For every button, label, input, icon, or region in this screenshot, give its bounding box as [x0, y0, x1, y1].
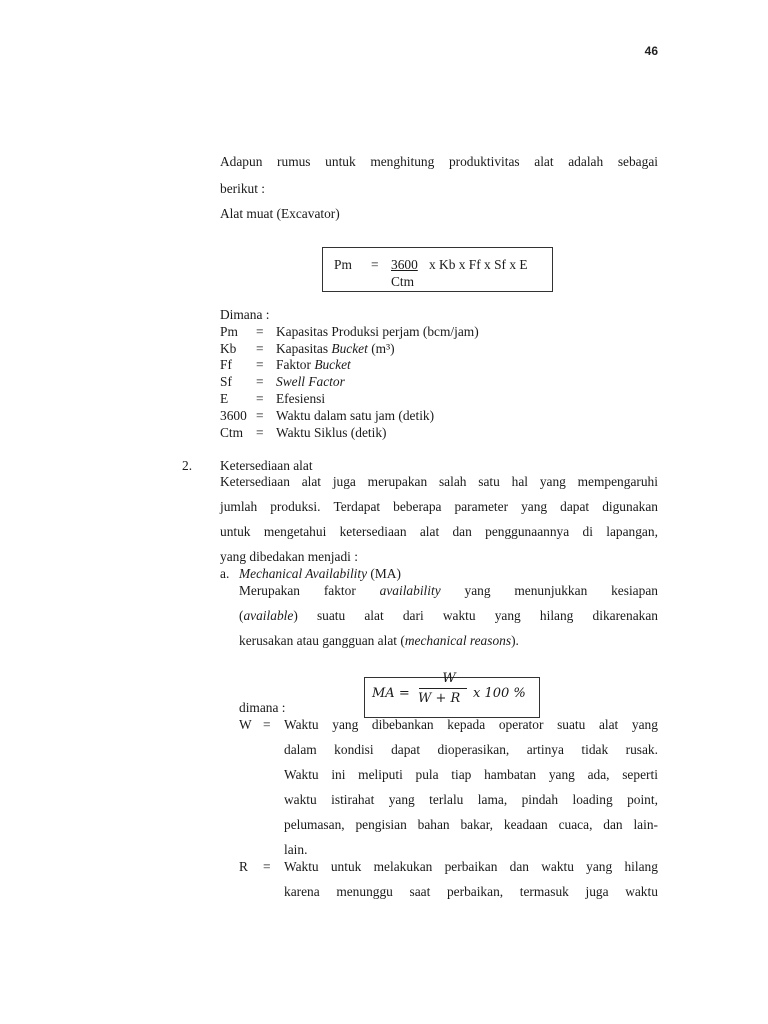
word: dapat — [391, 742, 421, 757]
word: faktor — [323, 583, 356, 598]
word: karena — [284, 884, 320, 899]
r-equals: = — [263, 859, 271, 874]
word: terlalu — [429, 792, 464, 807]
line3-italic: mechanical reasons — [404, 633, 512, 648]
word: seperti — [622, 767, 658, 782]
subsection-title — [239, 566, 401, 582]
word: lama, — [477, 792, 508, 807]
definition-row — [220, 374, 660, 390]
desc-post: (m³) — [367, 341, 395, 356]
subsection-marker: a. — [220, 566, 230, 581]
definition-description — [276, 408, 434, 424]
description-line — [284, 767, 658, 783]
word: loading — [572, 792, 613, 807]
desc-italic: Bucket — [331, 341, 368, 356]
word: (available) — [239, 608, 298, 623]
word: hilang — [539, 608, 574, 623]
formula-equals: = — [371, 257, 379, 272]
formula-numerator: 3600 — [391, 257, 418, 272]
word: pelumasan, — [284, 817, 345, 832]
word: termasuk — [519, 884, 569, 899]
word: ini — [331, 767, 346, 782]
definition-row — [220, 408, 660, 424]
word: meliputi — [358, 767, 403, 782]
definition-description — [276, 324, 479, 340]
word: sebagai — [617, 154, 658, 169]
ma-lhs: MA = — [372, 686, 410, 701]
intro-line-1 — [220, 154, 658, 170]
word: juga — [585, 884, 609, 899]
desc-pre: Faktor — [276, 357, 315, 372]
description-line — [284, 817, 658, 833]
description-line — [284, 859, 658, 875]
word: yang — [494, 608, 521, 623]
desc-pre: Waktu Siklus (detik) — [276, 425, 387, 440]
word: yang — [586, 859, 613, 874]
word: dari — [402, 608, 424, 623]
word: cuaca, — [558, 817, 593, 832]
word: di — [582, 524, 593, 539]
desc-pre: Kapasitas Produksi perjam (bcm/jam) — [276, 324, 479, 339]
word: yang — [464, 583, 491, 598]
description-line: lain. — [284, 842, 308, 857]
word: alat — [364, 608, 384, 623]
word: kesiapan — [611, 583, 658, 598]
desc-italic: Bucket — [314, 357, 351, 372]
definition-description — [276, 391, 325, 407]
section-paragraph-line-1 — [220, 474, 658, 490]
definition-description — [276, 374, 345, 390]
desc-pre: Kapasitas — [276, 341, 332, 356]
w-symbol: W — [239, 717, 252, 732]
definition-symbol: Kb — [220, 341, 237, 356]
formula-lhs: Pm — [334, 257, 352, 272]
word: hilang — [624, 859, 658, 874]
word: jumlah — [220, 499, 258, 514]
word: digunakan — [602, 499, 658, 514]
word: satu — [478, 474, 500, 489]
definition-description — [276, 357, 351, 373]
section-paragraph-line-3 — [220, 524, 658, 540]
word: untuk — [325, 154, 356, 169]
word: untuk — [330, 859, 362, 874]
word: parameter — [454, 499, 509, 514]
section-paragraph-line-4: yang dibedakan menjadi : — [220, 549, 358, 564]
word: Waktu — [284, 767, 319, 782]
definition-symbol: Ctm — [220, 425, 244, 440]
subsection-title-rest: (MA) — [367, 566, 401, 581]
word: point, — [627, 792, 658, 807]
subsection-paragraph-line-1 — [239, 583, 658, 599]
description-line — [284, 717, 658, 733]
word: waktu — [284, 792, 317, 807]
word: Ketersediaan — [220, 474, 290, 489]
definitions-heading: Dimana : — [220, 307, 270, 322]
word: dan — [509, 859, 529, 874]
definition-equals: = — [256, 391, 264, 406]
definition-symbol: Pm — [220, 324, 238, 339]
subsection-paragraph-line-2 — [239, 608, 658, 624]
word: menunjukkan — [514, 583, 588, 598]
word: alat — [534, 154, 554, 169]
definition-equals: = — [256, 324, 264, 339]
definition-description — [276, 341, 395, 357]
word: dapat — [560, 499, 590, 514]
word: Waktu — [284, 717, 319, 732]
word: waktu — [442, 608, 476, 623]
word: bahan — [417, 817, 450, 832]
desc-pre: Waktu dalam satu jam (detik) — [276, 408, 435, 423]
word: waktu — [625, 884, 658, 899]
definition-description — [276, 425, 387, 441]
word: melakukan — [373, 859, 433, 874]
word: yang — [521, 499, 548, 514]
word: yang — [539, 474, 566, 489]
line3-pre: kerusakan atau gangguan alat ( — [239, 633, 405, 648]
word: dan — [603, 817, 623, 832]
definition-equals: = — [256, 374, 264, 389]
description-line — [284, 792, 658, 808]
intro-line-3: Alat muat (Excavator) — [220, 206, 340, 221]
word: saat — [409, 884, 431, 899]
word: lapangan, — [606, 524, 658, 539]
ma-numerator: W — [442, 671, 456, 686]
productivity-formula — [322, 247, 553, 292]
w-equals: = — [263, 717, 271, 732]
word: menunggu — [336, 884, 393, 899]
definition-symbol: 3600 — [220, 408, 247, 423]
definition-symbol: Ff — [220, 357, 232, 372]
word: suatu — [316, 608, 346, 623]
word: waktu — [541, 859, 574, 874]
ma-formula — [364, 671, 540, 718]
definition-row — [220, 425, 660, 441]
word: alat — [301, 474, 322, 489]
word: beberapa — [393, 499, 442, 514]
word: yang — [388, 792, 415, 807]
word: artinya — [526, 742, 564, 757]
word: availability — [379, 583, 441, 598]
word: lain- — [633, 817, 658, 832]
word: Terdapat — [333, 499, 381, 514]
word: bakar, — [460, 817, 494, 832]
word: dan — [452, 524, 472, 539]
formula-denominator: Ctm — [391, 274, 415, 289]
word: dibebankan — [371, 717, 434, 732]
formula-terms: x Kb x Ff x Sf x E — [429, 257, 528, 272]
definition-row — [220, 357, 660, 373]
ma-rhs: x 100 % — [473, 686, 526, 701]
word: keadaan — [503, 817, 548, 832]
word: mengetahui — [263, 524, 327, 539]
word: suatu — [557, 717, 586, 732]
description-line — [284, 742, 658, 758]
definition-equals: = — [256, 408, 264, 423]
word: ada, — [587, 767, 610, 782]
word: rumus — [277, 154, 311, 169]
word: hambatan — [484, 767, 537, 782]
definition-symbol: E — [220, 391, 229, 406]
r-symbol: R — [239, 859, 248, 874]
word: dioperasikan, — [437, 742, 510, 757]
word: istirahat — [331, 792, 375, 807]
definition-equals: = — [256, 357, 264, 372]
word: menghitung — [370, 154, 435, 169]
word: yang — [548, 767, 575, 782]
subsection-paragraph-line-3 — [239, 633, 519, 649]
ma-definitions-heading: dimana : — [239, 700, 286, 715]
definition-row — [220, 341, 660, 357]
section-number: 2. — [182, 458, 193, 473]
intro-line-2: berikut : — [220, 181, 265, 196]
word: dalam — [284, 742, 317, 757]
subsection-title-italic: Mechanical Availability — [239, 566, 368, 581]
word: yang — [631, 717, 658, 732]
word: ketersediaan — [339, 524, 407, 539]
word: yang — [332, 717, 359, 732]
desc-pre: Efesiensi — [276, 391, 326, 406]
word: produksi. — [270, 499, 321, 514]
word: salah — [438, 474, 467, 489]
word: adalah — [568, 154, 604, 169]
word: pengisian — [355, 817, 407, 832]
word: dikarenakan — [592, 608, 658, 623]
desc-italic: Swell Factor — [276, 374, 345, 389]
word: alat — [419, 524, 440, 539]
definition-symbol: Sf — [220, 374, 232, 389]
section-paragraph-line-2 — [220, 499, 658, 515]
ma-fraction-bar — [419, 688, 467, 689]
line3-post: ). — [511, 633, 519, 648]
word: kondisi — [334, 742, 374, 757]
word: mempengaruhi — [577, 474, 658, 489]
word: produktivitas — [448, 154, 520, 169]
word: hal — [511, 474, 529, 489]
section-title: Ketersediaan alat — [220, 458, 313, 473]
word: Waktu — [284, 859, 319, 874]
word: Adapun — [220, 154, 263, 169]
word: alat — [598, 717, 619, 732]
definition-equals: = — [256, 425, 264, 440]
word: perbaikan, — [446, 884, 504, 899]
word: Merupakan — [239, 583, 300, 598]
word: penggunaannya — [485, 524, 570, 539]
definition-row — [220, 324, 660, 340]
word: perbaikan — [444, 859, 498, 874]
definition-row — [220, 391, 660, 407]
ma-denominator: W + R — [418, 691, 461, 706]
word: pindah — [521, 792, 559, 807]
word: juga — [332, 474, 356, 489]
word: operator — [498, 717, 544, 732]
word: pula — [415, 767, 439, 782]
word: kepada — [447, 717, 486, 732]
word: untuk — [220, 524, 251, 539]
definition-equals: = — [256, 341, 264, 356]
page-number: 46 — [644, 44, 658, 58]
word: tiap — [451, 767, 472, 782]
word: merupakan — [367, 474, 428, 489]
word: rusak. — [625, 742, 658, 757]
description-line — [284, 884, 658, 900]
word: tidak — [581, 742, 609, 757]
